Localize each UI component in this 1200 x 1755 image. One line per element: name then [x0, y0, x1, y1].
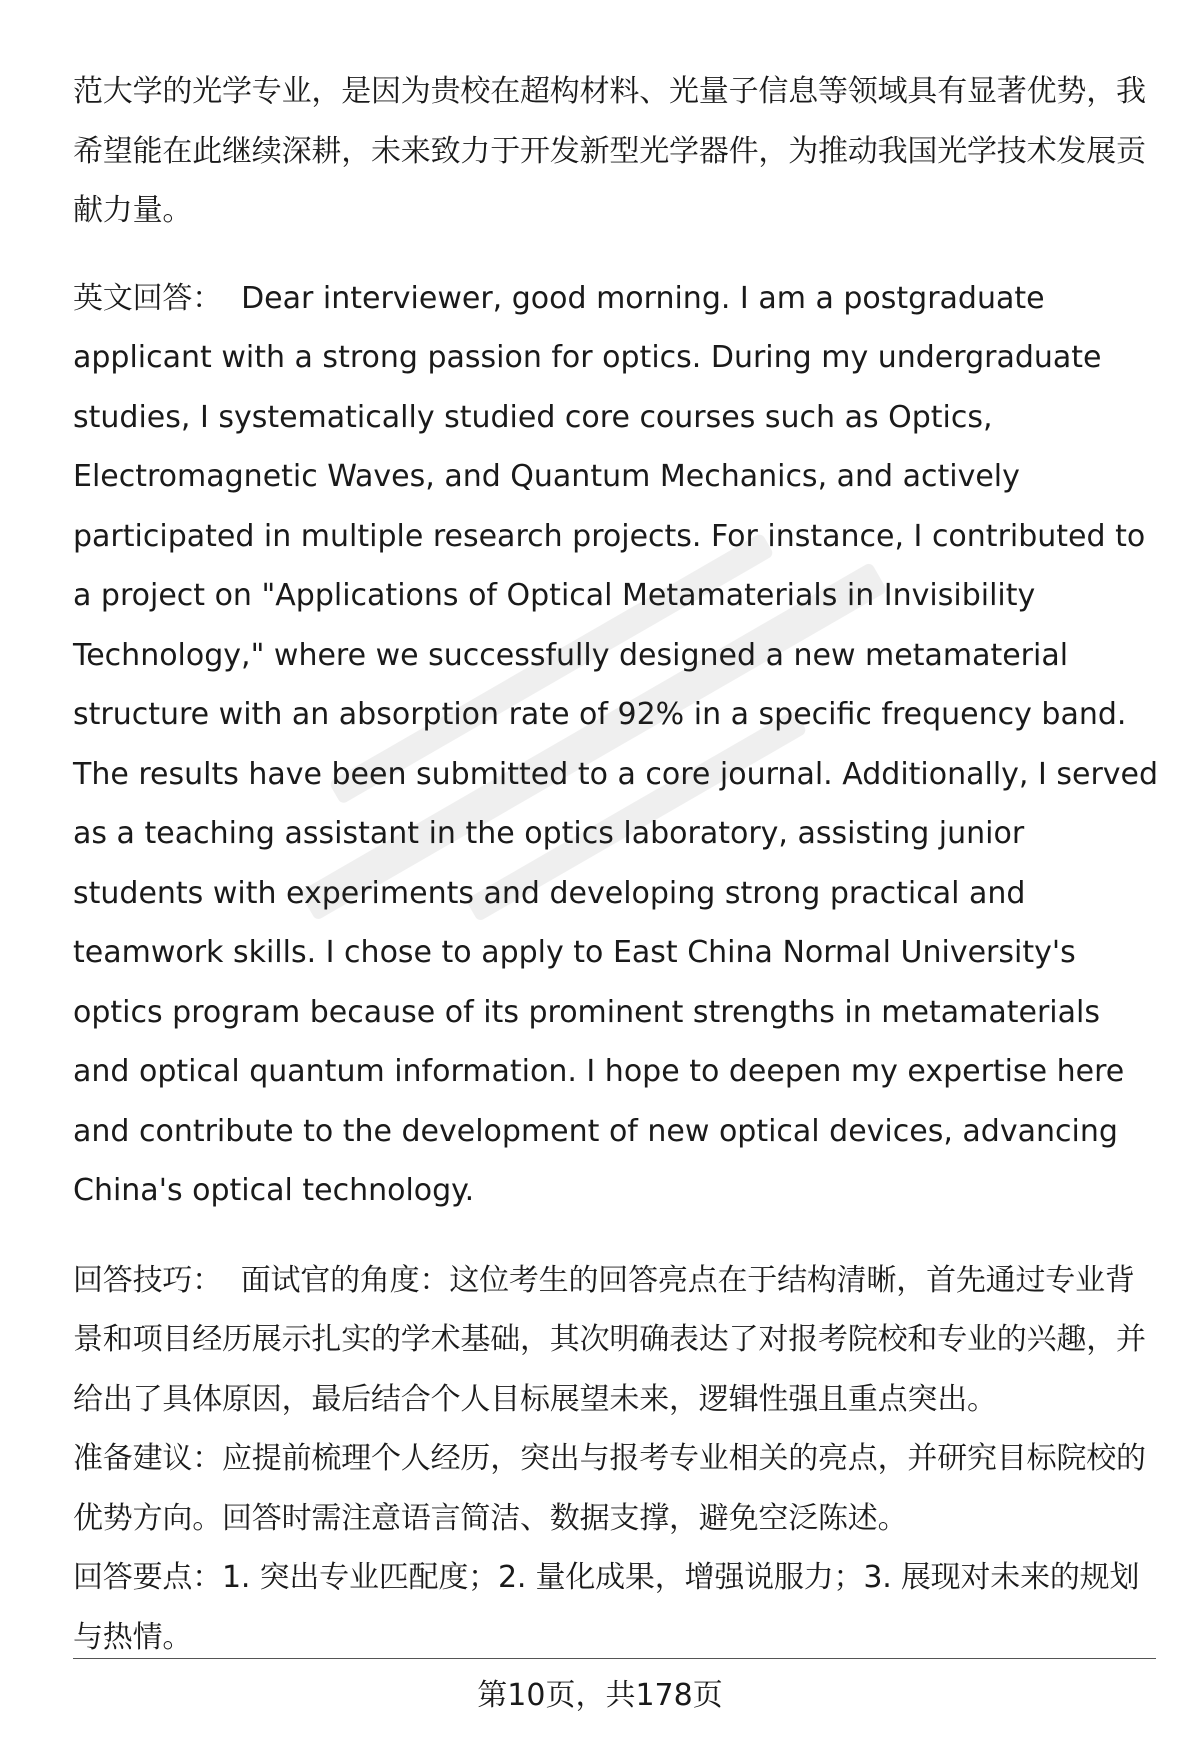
page-number: 第10页，共178页 — [477, 1678, 723, 1713]
answer-tips — [73, 1251, 1163, 1430]
answer-points — [73, 1548, 1163, 1667]
answer-points-text: 1. 突出专业匹配度；2. 量化成果，增强说服力；3. 展现对未来的规划与热情。 — [73, 1560, 1140, 1655]
answer-tips-text: 面试官的角度：这位考生的回答亮点在于结构清晰，首先通过专业背景和项目经历展示扎实的学术基础，其次明确表达了对报考院校和专业的兴趣，并给出了具体原因，最后结合个人目标展望未来，逻辑性强且重点突出。 — [73, 1262, 1146, 1417]
intro-continuation: 范大学的光学专业，是因为贵校在超构材料、光量子信息等领域具有显著优势，我希望能在此继续深耕，未来致力于开发新型光学器件，为推动我国光学技术发展贡献力量。 — [73, 74, 1146, 228]
document-body — [73, 62, 1163, 1667]
prep-advice-label: 准备建议： — [73, 1441, 222, 1476]
english-answer-label: 英文回答： — [73, 280, 222, 316]
footer-divider — [73, 1658, 1156, 1659]
english-answer-text: Dear interviewer, good morning. I am a postgraduate applicant with a strong passion for optics. During my undergraduate studies, I systematically studied core courses such as Optics, Electromagnetic Waves, and Quantum Mechanics, and actively participated in multiple research projects. For instance, I contributed to a project on "Applications of Optical Metamaterials in Invisibility Technology," where we successfully designed a new metamaterial structure with an absorption rate of 92% in a specific frequency band. The results have been submitted to a core journal. Additionally, I served as a teaching assistant in the optics laboratory, assisting junior students with experiments and developing strong practical and teamwork skills. I chose to apply to East China Normal University's optics program because of its prominent strengths in metamaterials and optical quantum information. I hope to deepen my expertise here and contribute to the development of new optical devices, advancing China's optical technology. — [73, 280, 1159, 1208]
prep-advice — [73, 1429, 1163, 1548]
answer-points-label: 回答要点： — [73, 1560, 222, 1595]
prep-advice-text: 应提前梳理个人经历，突出与报考专业相关的亮点，并研究目标院校的优势方向。回答时需注意语言简洁、数据支撑，避免空泛陈述。 — [73, 1441, 1146, 1536]
answer-tips-label: 回答技巧： — [73, 1262, 222, 1298]
english-answer — [73, 269, 1163, 1221]
